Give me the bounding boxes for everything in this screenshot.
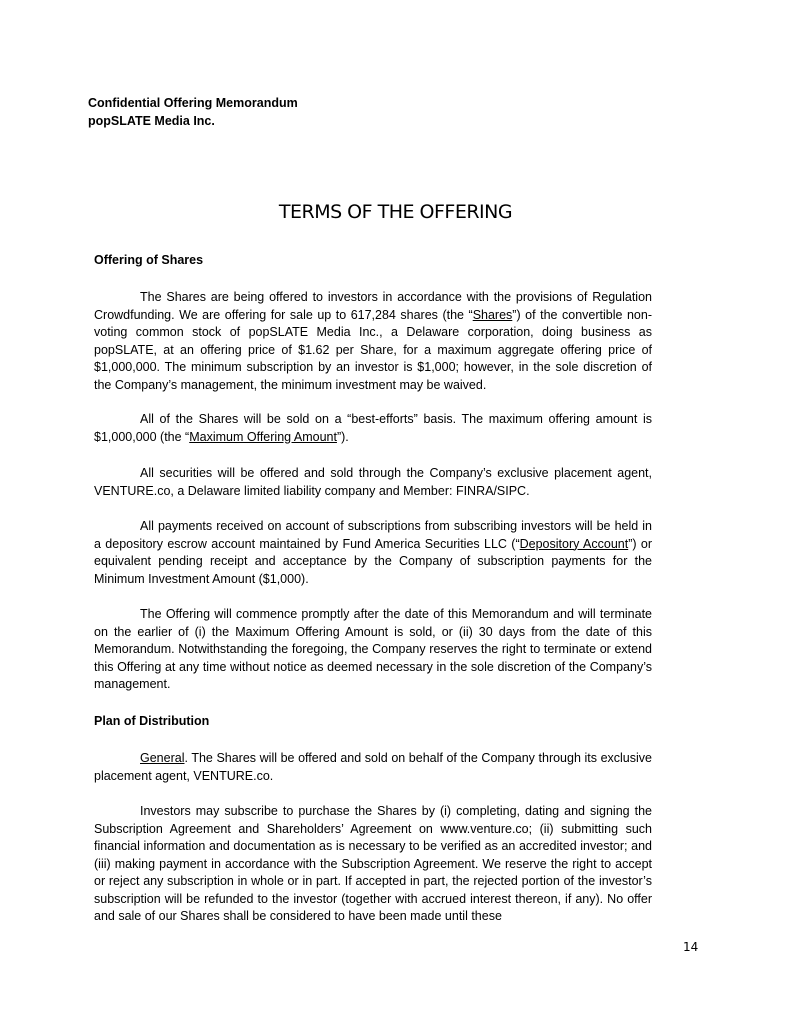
paragraph-offering-term: The Offering will commence promptly after the date of this Memorandum and will terminate on the earlier of (i) the Maximum Offering Amount is sold, or (ii) 30 days from the date of this Memorandum. Notwithstanding the foregoing, the Company reserves the right to terminate or extend this Offering at any time without notice as deemed necessary in the sole discretion of the Company’s management. bbox=[94, 607, 652, 691]
defined-term-shares: Shares bbox=[472, 307, 513, 322]
paragraph-text: ”) of the convertible non-voting common stock of popSLATE Media Inc., a Delaware corporation, doing business as popSLATE, at an offering price of $1.62 per Share, for a maximum aggregate offering price of $1,000,000. The minimum subscription by an investor is $1,000; however, in the sole discretion of the Company’s management, the minimum investment may be waived. bbox=[94, 307, 652, 392]
paragraph-text: ”) or equivalent pending receipt and acceptance by the Company of subscription payments for the Minimum Investment Amount ($1,000). bbox=[94, 536, 652, 586]
paragraph-text: All of the Shares will be sold on a “best-efforts” basis. The maximum offering amount is $1,000,000 (the “ bbox=[94, 412, 652, 444]
paragraph-best-efforts bbox=[94, 411, 652, 446]
defined-term-general: General bbox=[140, 751, 185, 765]
page-number: 14 bbox=[683, 940, 699, 954]
page-title: TERMS OF THE OFFERING bbox=[278, 201, 513, 223]
paragraph-subscription: Investors may subscribe to purchase the Shares by (i) completing, dating and signing the Subscription Agreement and Shareholders’ Agreement on www.venture.co; (ii) submitting such financial information and documentation as is necessary to be verified as an accredited investor; and (iii) making payment in accordance with the Subscription Agreement. We reserve the right to accept or reject any subscription in whole or in part. If accepted in part, the rejected portion of the investor’s subscription will be refunded to the investor (together with accrued interest thereon, if any). No offer and sale of our Shares shall be considered to have been made until these bbox=[94, 804, 652, 923]
paragraph-text: The Shares are being offered to investors in accordance with the provisions of Regulation Crowdfunding. We are offering for sale up to 617,284 shares (the “ bbox=[94, 290, 652, 322]
header-company-name: popSLATE Media Inc. bbox=[88, 114, 215, 128]
paragraph-escrow bbox=[94, 518, 652, 588]
paragraph-text: . The Shares will be offered and sold on behalf of the Company through its exclusive placement agent, VENTURE.co. bbox=[94, 751, 652, 783]
defined-term-depository-account: Depository Account bbox=[519, 536, 629, 551]
header-memorandum-label: Confidential Offering Memorandum bbox=[88, 96, 298, 110]
paragraph-offering-shares bbox=[94, 289, 652, 394]
paragraph-text: ”). bbox=[336, 429, 349, 444]
defined-term-maximum-offering-amount: Maximum Offering Amount bbox=[189, 429, 337, 444]
section-heading-offering: Offering of Shares bbox=[94, 253, 204, 267]
document-header bbox=[88, 94, 298, 130]
section-heading-distribution: Plan of Distribution bbox=[94, 714, 210, 728]
paragraph-general bbox=[94, 750, 652, 785]
paragraph-placement-agent: All securities will be offered and sold through the Company’s exclusive placement agent, VENTURE.co, a Delaware limited liability company and Member: FINRA/SIPC. bbox=[94, 466, 652, 498]
paragraph-text: All payments received on account of subscriptions from subscribing investors will be held in a depository escrow account maintained by Fund America Securities LLC (“ bbox=[94, 519, 652, 551]
